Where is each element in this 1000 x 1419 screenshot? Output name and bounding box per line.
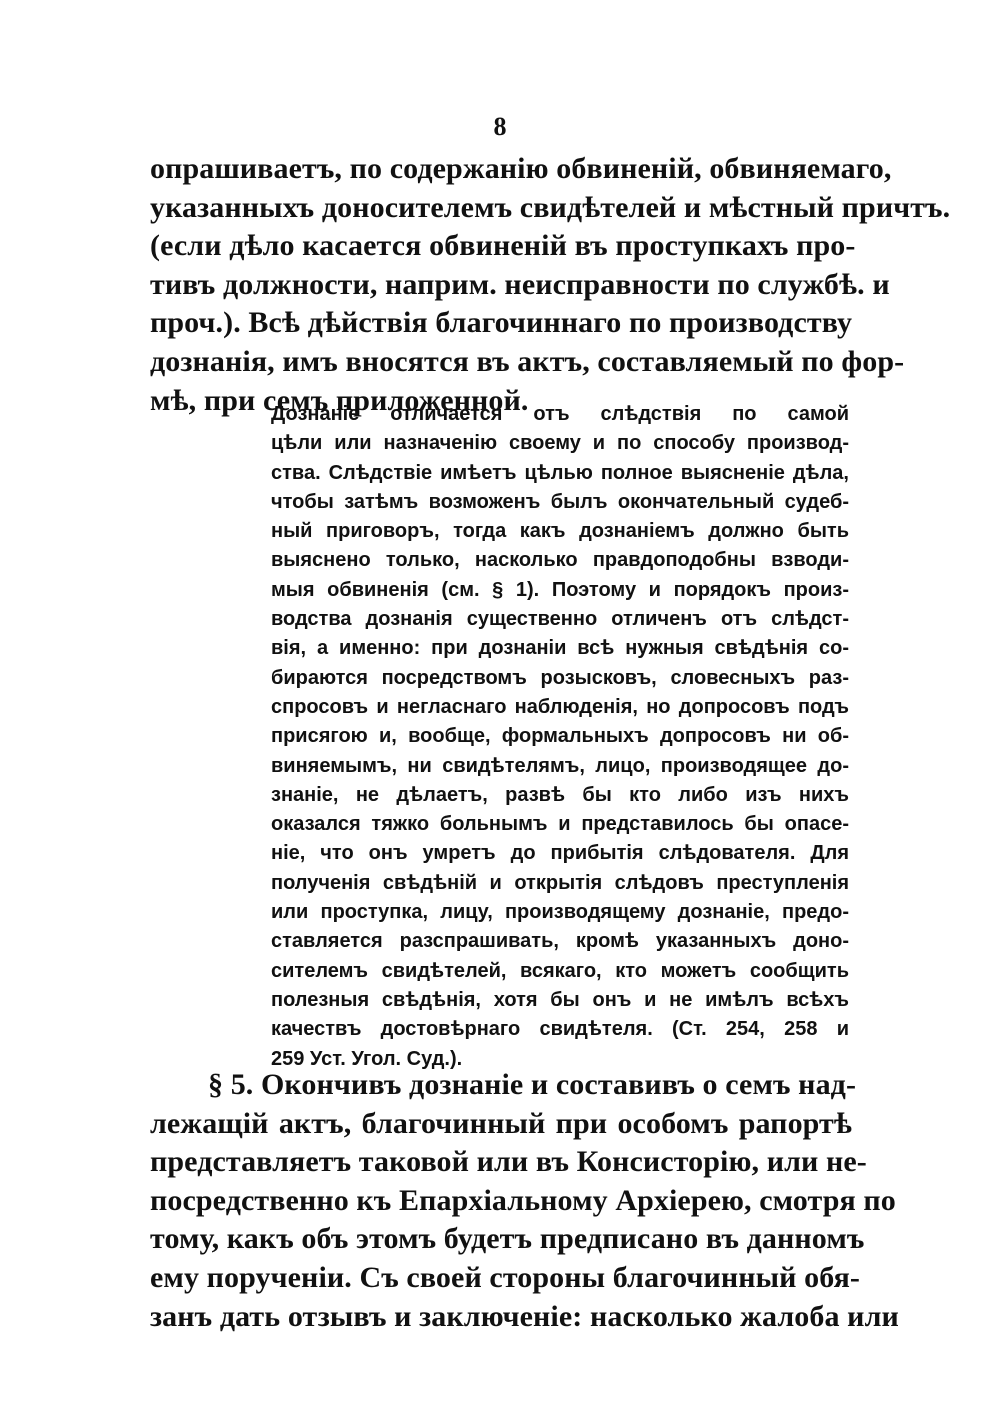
note-line: выяснено только, насколько правдоподобны взводи- <box>271 549 849 572</box>
note-line: спросовъ и негласнаго наблюденія, но допросовъ подъ <box>271 695 849 718</box>
note-line: ства. Слѣдствіе имѣетъ цѣлью полное выясненіе дѣла, <box>271 461 849 484</box>
note-line: бираются посредствомъ розысковъ, словесныхъ раз- <box>271 666 849 689</box>
text-line: проч.). Всѣ дѣйствія благочиннаго по производству <box>150 306 853 340</box>
note-line: 259 Уст. Угол. Суд.). <box>271 1047 463 1070</box>
note-line: ный приговоръ, тогда какъ дознаніемъ должно быть <box>271 520 849 543</box>
text-line: (если дѣло касается обвиненій въ проступкахъ про- <box>150 229 856 263</box>
text-line: посредственно къ Епархіальному Архіерею, смотря по <box>150 1183 896 1217</box>
text-line: мѣ, при семъ приложенной. <box>150 383 529 417</box>
text-line: указанныхъ доносителемъ свидѣтелей и мѣстный причтъ. <box>150 190 951 224</box>
note-line: цѣли или назначенію своему и по способу производ- <box>271 432 849 455</box>
note-line: Дознаніе отличается отъ слѣдствія по самой <box>271 403 849 425</box>
note-line: ніе, что онъ умретъ до прибытія слѣдователя. Для <box>271 842 849 865</box>
note-line: чтобы затѣмъ возможенъ былъ окончательный судеб- <box>271 490 849 513</box>
text-line: ему порученіи. Съ своей стороны благочинный обя- <box>150 1260 861 1294</box>
text-line: занъ дать отзывъ и заключеніе: насколько жалоба или <box>150 1299 899 1333</box>
note-line: качествъ достовѣрнаго свидѣтеля. (Ст. 254, 258 и <box>271 1018 849 1041</box>
note-line: оказался тяжко больнымъ и представилось бы опасе- <box>271 813 849 836</box>
note-line: вія, а именно: при дознаніи всѣ нужныя свѣдѣнія со- <box>271 637 849 660</box>
text-line: тому, какъ объ этомъ будетъ предписано въ данномъ <box>150 1222 865 1256</box>
paragraph-top <box>150 150 951 420</box>
note-paragraph <box>271 400 849 1074</box>
section-5-paragraph <box>150 1066 899 1336</box>
text-line: дознанія, имъ вносятся въ актъ, составляемый по фор- <box>150 344 905 378</box>
note-line: ставляется разспрашивать, кромѣ указанныхъ доно- <box>271 930 849 953</box>
page-number: 8 <box>493 112 507 141</box>
text-line: лежащій актъ, благочинный при особомъ рапортѣ <box>150 1106 852 1140</box>
note-line: полезныя свѣдѣнія, хотя бы онъ и не имѣлъ всѣхъ <box>271 988 849 1011</box>
text-line: § 5. Окончивъ дознаніе и составивъ о семъ над- <box>208 1068 857 1101</box>
note-line: знаніе, не дѣлаетъ, развѣ бы кто либо изъ нихъ <box>271 783 849 806</box>
text-line: тивъ должности, наприм. неисправности по службѣ. и <box>150 267 890 301</box>
note-line: водства дознанія существенно отличенъ отъ слѣдст- <box>271 608 849 631</box>
note-line: мыя обвиненія (см. § 1). Поэтому и порядокъ произ- <box>271 578 849 601</box>
note-line: присягою и, вообще, формальныхъ допросовъ ни об- <box>271 725 849 748</box>
note-line: полученія свѣдѣній и открытія слѣдовъ преступленія <box>271 871 849 894</box>
note-line: виняемымъ, ни свидѣтелямъ, лицо, производящее до- <box>271 754 849 777</box>
text-line: опрашиваетъ, по содержанію обвиненій, обвиняемаго, <box>150 152 892 185</box>
note-line: или проступка, лицу, производящему дознаніе, предо- <box>271 901 849 924</box>
note-line: сителемъ свидѣтелей, всякаго, кто можетъ сообщить <box>271 959 849 982</box>
text-line: представляетъ таковой или въ Консисторію, или не- <box>150 1145 867 1179</box>
